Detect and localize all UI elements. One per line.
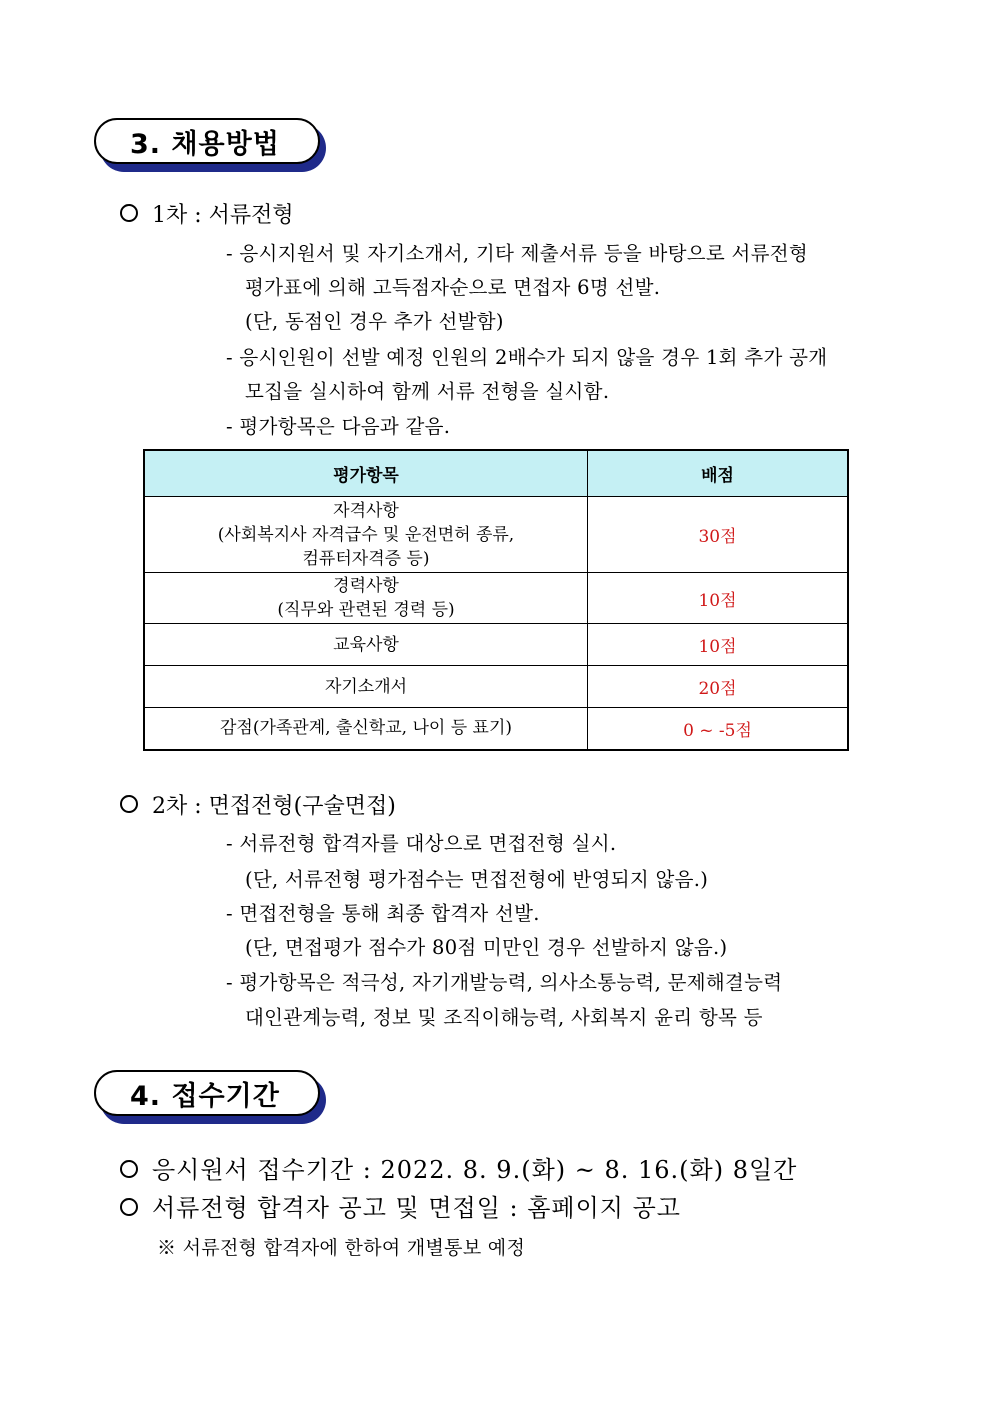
table-row <box>144 624 848 666</box>
item-line: (사회복지사 자격급수 및 운전면허 종류, <box>217 524 515 545</box>
section-3-title: 3. 채용방법 <box>94 118 320 164</box>
round1-line-1: - 응시지원서 및 자기소개서, 기타 제출서류 등을 바탕으로 서류전형 <box>226 242 809 265</box>
round2-heading <box>120 789 396 820</box>
round1-line-5: 모집을 실시하여 함께 서류 전형을 실시함. <box>245 380 610 403</box>
header-item: 평가항목 <box>144 450 588 497</box>
table-header-row <box>144 450 848 497</box>
round2-line-4: (단, 면접평가 점수가 80점 미만인 경우 선발하지 않음.) <box>245 936 728 959</box>
round1-heading <box>120 198 294 229</box>
round1-line-6: - 평가항목은 다음과 같음. <box>226 415 451 438</box>
circle-bullet-icon <box>120 1198 138 1216</box>
round1-line-3: (단, 동점인 경우 추가 선발함) <box>245 310 504 333</box>
circle-bullet-icon <box>120 1160 138 1178</box>
table-row <box>144 708 848 750</box>
header-score: 배점 <box>588 450 849 497</box>
section-4-header <box>94 1070 322 1122</box>
item-line: 컴퓨터자격증 등) <box>302 548 430 569</box>
round1-line-4: - 응시인원이 선발 예정 인원의 2배수가 되지 않을 경우 1회 추가 공개 <box>226 346 828 369</box>
round2-line-5: - 평가항목은 적극성, 자기개발능력, 의사소통능력, 문제해결능력 <box>226 971 783 994</box>
item-cell: 감점(가족관계, 출신학교, 나이 등 표기) <box>144 708 588 750</box>
score-cell: 10점 <box>588 624 849 666</box>
score-cell: 30점 <box>588 497 849 573</box>
period-line-2 <box>120 1188 681 1223</box>
round2-line-2: (단, 서류전형 평가점수는 면접전형에 반영되지 않음.) <box>245 868 709 891</box>
period-line-1 <box>120 1150 797 1185</box>
evaluation-table <box>143 449 849 751</box>
table-row <box>144 497 848 573</box>
table-row <box>144 573 848 624</box>
item-line: 경력사항 <box>333 576 399 596</box>
item-cell: 교육사항 <box>144 624 588 666</box>
period-line-2-text: 서류전형 합격자 공고 및 면접일 : 홈페이지 공고 <box>152 1194 681 1222</box>
score-cell: 10점 <box>588 573 849 624</box>
score-cell: 20점 <box>588 666 849 708</box>
item-line: (직무와 관련된 경력 등) <box>277 600 455 620</box>
score-cell: 0 ~ -5점 <box>588 708 849 750</box>
round2-line-6: 대인관계능력, 정보 및 조직이해능력, 사회복지 윤리 항목 등 <box>245 1006 763 1029</box>
circle-bullet-icon <box>120 795 138 813</box>
section-3-header <box>94 118 322 170</box>
circle-bullet-icon <box>120 204 138 222</box>
round2-heading-text: 2차 : 면접전형(구술면접) <box>152 794 396 819</box>
section-4-title: 4. 접수기간 <box>94 1070 320 1116</box>
item-cell: 자기소개서 <box>144 666 588 708</box>
round2-line-3: - 면접전형을 통해 최종 합격자 선발. <box>226 902 540 925</box>
round1-heading-text: 1차 : 서류전형 <box>152 203 294 228</box>
table-row <box>144 666 848 708</box>
period-note: ※ 서류전형 합격자에 한하여 개별통보 예정 <box>157 1237 526 1259</box>
period-line-1-text: 응시원서 접수기간 : 2022. 8. 9.(화) ~ 8. 16.(화) 8일간 <box>152 1156 798 1184</box>
item-cell <box>144 573 588 624</box>
round1-line-2: 평가표에 의해 고득점자순으로 면접자 6명 선발. <box>245 276 661 299</box>
item-line: 자격사항 <box>333 500 399 521</box>
round2-line-1: - 서류전형 합격자를 대상으로 면접전형 실시. <box>226 832 617 855</box>
item-cell <box>144 497 588 573</box>
